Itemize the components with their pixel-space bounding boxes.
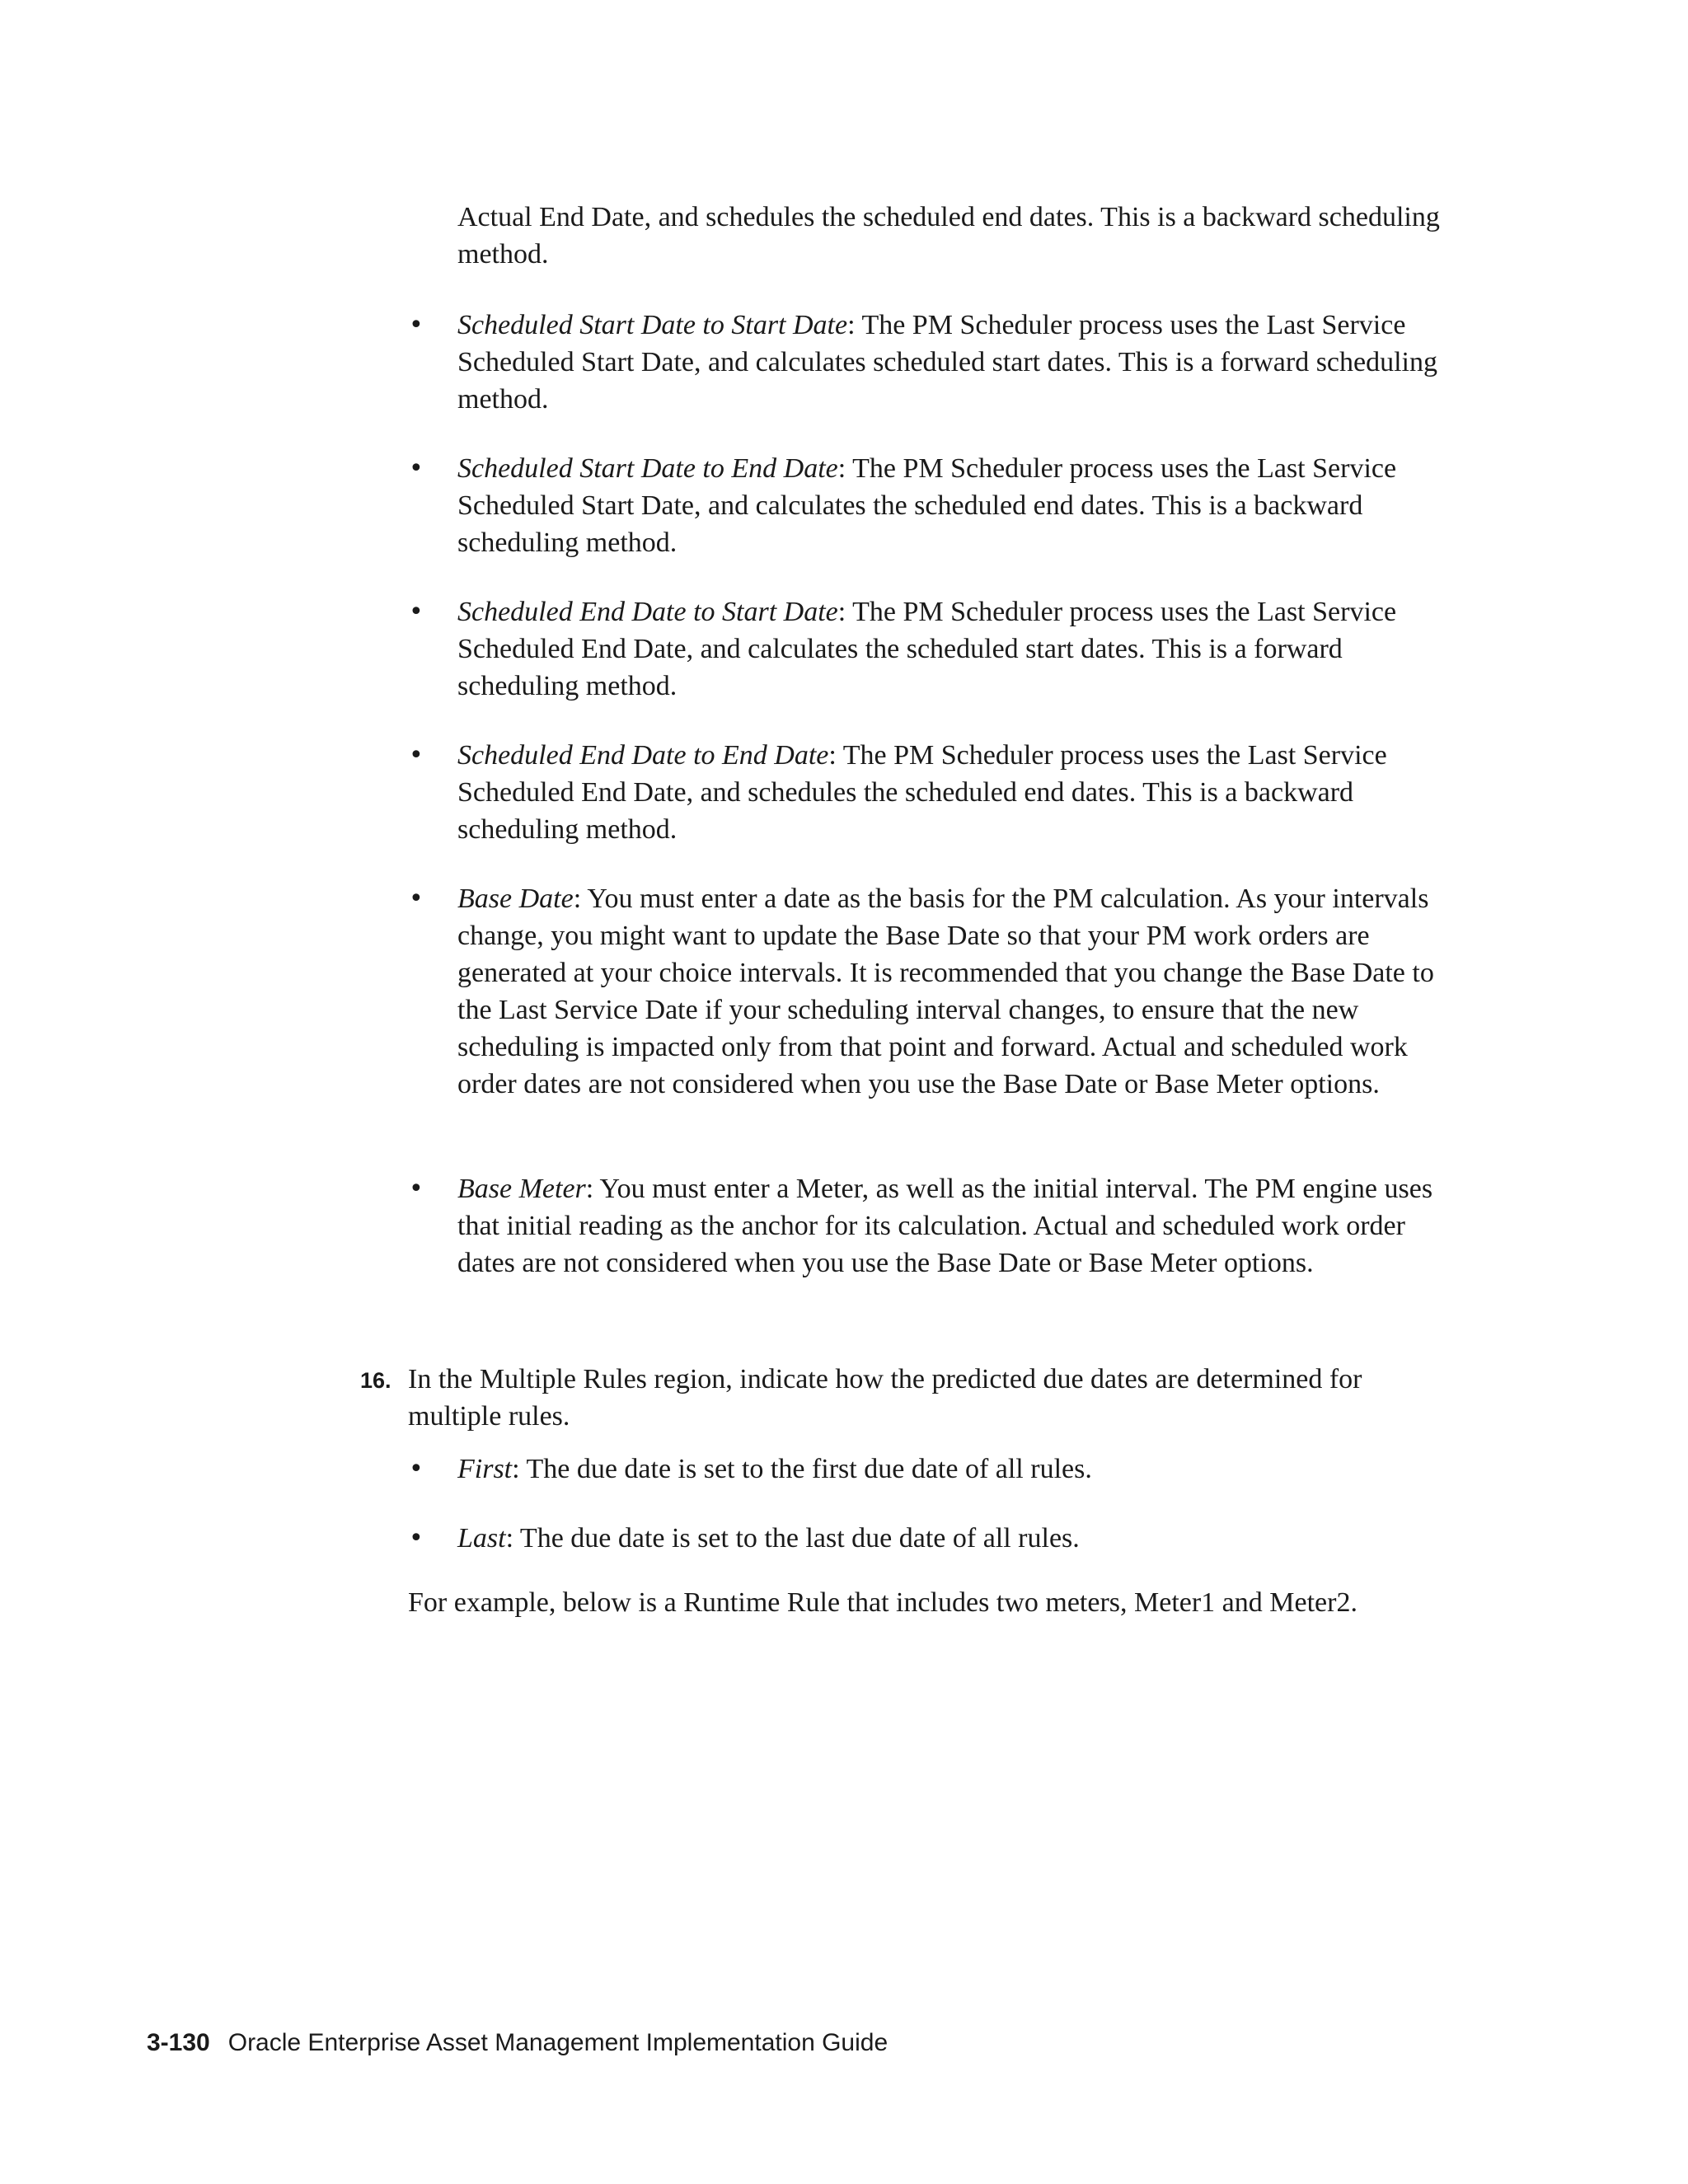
bullet-icon: •	[409, 598, 424, 626]
list-item-text	[457, 880, 1447, 1103]
list-item-term: Scheduled End Date to Start Date	[457, 597, 838, 627]
list-item-term: Base Date	[457, 883, 574, 914]
bullet-icon: •	[409, 1455, 424, 1483]
bullet-icon: •	[409, 1524, 424, 1553]
bullet-icon: •	[409, 1174, 424, 1203]
list-item-description: : The PM Scheduler process uses the Last Service Scheduled End Date, and calculates the scheduled start dates. This is a forward scheduling method.	[457, 597, 1397, 701]
list-item-text	[457, 737, 1447, 848]
list-item-text	[457, 450, 1447, 561]
bullet-icon: •	[409, 311, 424, 340]
bullet-icon: •	[409, 884, 424, 913]
list-item-text	[457, 593, 1447, 705]
example-paragraph: For example, below is a Runtime Rule that includes two meters, Meter1 and Meter2.	[408, 1587, 1357, 1618]
bullet-icon: •	[409, 454, 424, 483]
list-item-description: : The PM Scheduler process uses the Last Service Scheduled Start Date, and calculates scheduled start dates. This is a forward scheduling method.	[457, 310, 1438, 415]
list-item-term: Scheduled Start Date to End Date	[457, 453, 838, 484]
bullet-icon: •	[409, 741, 424, 770]
list-item-term: Base Meter	[457, 1174, 586, 1204]
list-item-text	[457, 1170, 1447, 1282]
list-item-description: : The due date is set to the last due date of all rules.	[505, 1523, 1080, 1554]
page-footer	[147, 2027, 888, 2059]
list-item-description: : You must enter a date as the basis for the PM calculation. As your intervals change, you might want to update the Base Date so that your PM work orders are generated at your choice intervals. It is recommended that you change the Base Date to the Last Service Date if your scheduling interval changes, to ensure that the new scheduling is impacted only from that point and forward. Actual and scheduled work order dates are not considered when you use the Base Date or Base Meter options.	[457, 883, 1434, 1099]
book-title: Oracle Enterprise Asset Management Implementation Guide	[227, 2029, 889, 2056]
list-item-term: Scheduled Start Date to Start Date	[457, 310, 848, 340]
list-item-description: : The PM Scheduler process uses the Last Service Scheduled End Date, and schedules the scheduled end dates. This is a backward scheduling method.	[457, 740, 1387, 845]
list-item-description: : The PM Scheduler process uses the Last Service Scheduled Start Date, and calculates the scheduled end dates. This is a backward scheduling method.	[457, 453, 1397, 558]
list-item-term: Scheduled End Date to End Date	[457, 740, 829, 771]
list-item-term: Last	[457, 1523, 506, 1554]
page-number: 3-130	[147, 2029, 210, 2056]
step-number: 16.	[360, 1368, 392, 1393]
step-text: In the Multiple Rules region, indicate how the predicted due dates are determined for multiple rules.	[408, 1364, 1362, 1432]
list-item-description: : The due date is set to the first due date of all rules.	[512, 1454, 1092, 1484]
list-item-text	[457, 307, 1447, 418]
list-item-term: First	[457, 1454, 513, 1484]
list-item-text	[457, 1520, 1447, 1557]
continuation-paragraph: Actual End Date, and schedules the scheduled end dates. This is a backward scheduling method.	[457, 202, 1440, 269]
list-item-description: : You must enter a Meter, as well as the initial interval. The PM engine uses that initial reading as the anchor for its calculation. Actual and scheduled work order dates are not considered when you use the Base Date or Base Meter options.	[457, 1174, 1433, 1278]
list-item-text	[457, 1451, 1447, 1488]
